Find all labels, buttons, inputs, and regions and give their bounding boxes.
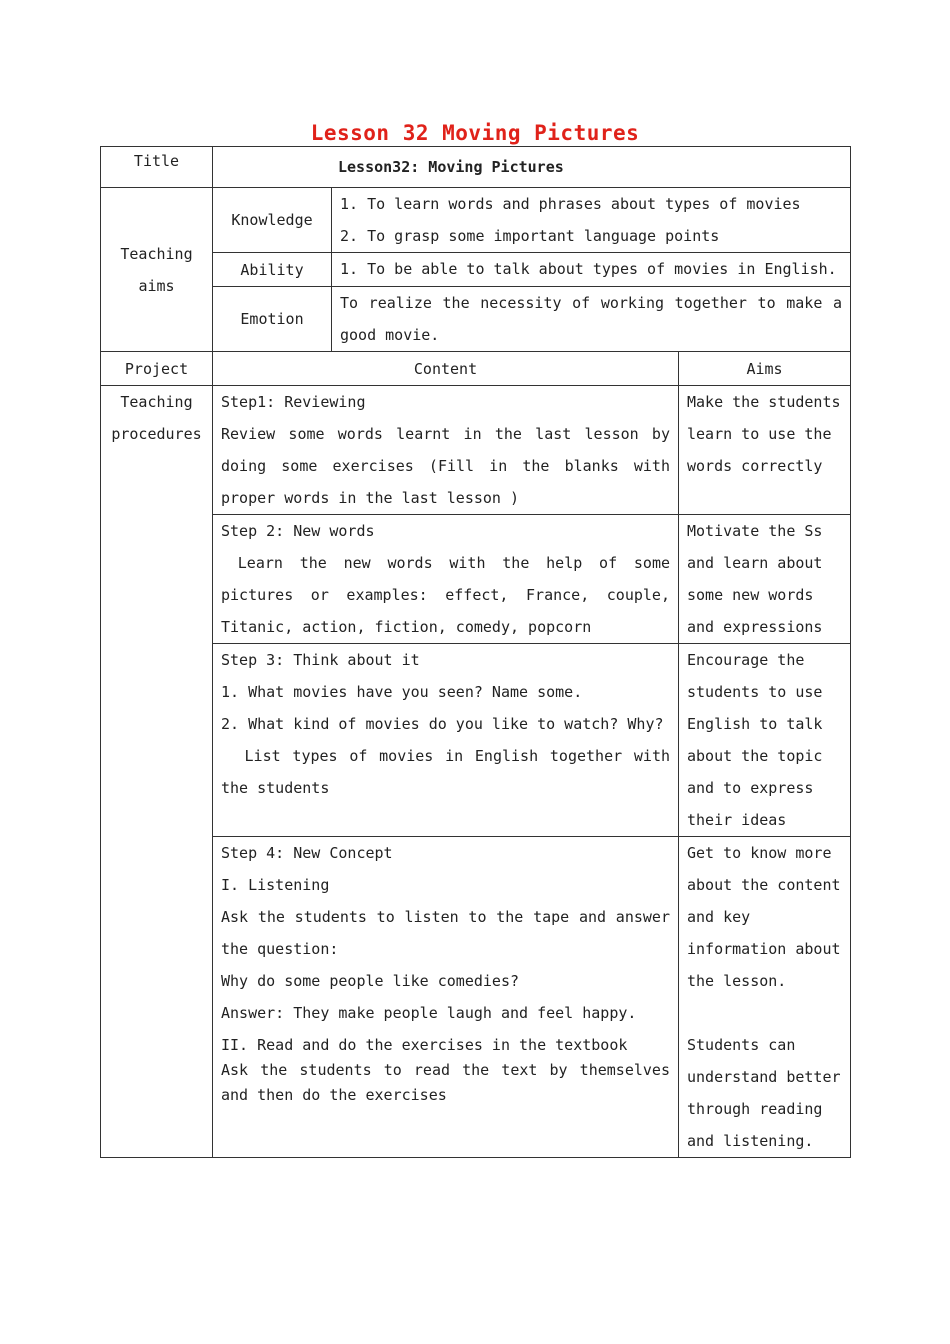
step2-row — [101, 515, 851, 644]
column-project: Project — [101, 352, 213, 386]
step2-text: Learn the new words with the help of some pictures or examples: effect, France, couple, Titanic, action, fiction, comedy, popcorn — [221, 554, 680, 636]
step3-row — [101, 644, 851, 837]
column-aims: Aims — [679, 352, 851, 386]
step4-row — [101, 837, 851, 1158]
step2-aim: Motivate the Ss and learn about some new words and expressions — [679, 515, 851, 644]
teaching-aims-line1: Teaching — [120, 244, 193, 263]
step4-reading-text: Ask the students to read the text by themselves and then do the exercises — [221, 1061, 670, 1104]
emotion-label: Emotion — [213, 287, 332, 352]
knowledge-line-2: 2. To grasp some important language points — [340, 227, 720, 245]
teaching-aims-label — [101, 188, 213, 352]
knowledge-line-1: 1. To learn words and phrases about types of movies — [340, 195, 801, 213]
teaching-procedures-label — [101, 386, 213, 1158]
knowledge-row — [101, 188, 851, 253]
step3-aim: Encourage the students to use English to talk about the topic and to express their ideas — [679, 644, 851, 837]
step4-aim-2: Students can understand better through reading and listening. — [687, 1036, 841, 1150]
knowledge-content — [332, 188, 851, 253]
step3-content — [213, 644, 679, 837]
step1-row — [101, 386, 851, 515]
step4-heading: Step 4: New Concept — [221, 844, 393, 862]
step1-aim: Make the students learn to use the words correctly — [679, 386, 851, 515]
column-header-row — [101, 352, 851, 386]
ability-content: 1. To be able to talk about types of movies in English. — [332, 253, 851, 287]
ability-row — [101, 253, 851, 287]
step3-question-2: 2. What kind of movies do you like to watch? Why? — [221, 715, 664, 733]
step1-content — [213, 386, 679, 515]
step3-question-1: 1. What movies have you seen? Name some. — [221, 683, 583, 701]
lesson-plan-table — [100, 146, 851, 1158]
step4-aims — [679, 837, 851, 1158]
step1-text: Review some words learnt in the last lesson by doing some exercises (Fill in the blanks with proper words in the last lesson ) — [221, 425, 670, 507]
step4-reading: II. Read and do the exercises in the textbook — [221, 1036, 628, 1054]
step4-listening: I. Listening — [221, 876, 330, 894]
step3-text: List types of movies in English together with the students — [221, 747, 680, 797]
step2-content — [213, 515, 679, 644]
step4-aim-spacer — [687, 997, 842, 1029]
step2-heading: Step 2: New words — [221, 522, 375, 540]
step4-question: Why do some people like comedies? — [221, 972, 520, 990]
emotion-row — [101, 287, 851, 352]
step4-aim-1: Get to know more about the content and key information about the lesson. — [687, 844, 841, 990]
teaching-procedures-line1: Teaching — [120, 393, 193, 411]
column-content: Content — [213, 352, 679, 386]
teaching-aims-line2: aims — [138, 276, 175, 295]
title-label: Title — [101, 147, 213, 188]
document-title: Lesson 32 Moving Pictures — [310, 121, 640, 145]
step4-listen-text: Ask the students to listen to the tape and answer the question: — [221, 908, 670, 958]
knowledge-label: Knowledge — [213, 188, 332, 253]
step1-heading: Step1: Reviewing — [221, 393, 366, 411]
step4-answer: Answer: They make people laugh and feel happy. — [221, 1004, 637, 1022]
title-value: Lesson32: Moving Pictures — [213, 147, 851, 188]
emotion-content: To realize the necessity of working together to make a good movie. — [332, 287, 851, 352]
ability-label: Ability — [213, 253, 332, 287]
teaching-procedures-line2: procedures — [111, 425, 202, 443]
step3-heading: Step 3: Think about it — [221, 651, 420, 669]
step4-content — [213, 837, 679, 1158]
title-row — [101, 147, 851, 188]
